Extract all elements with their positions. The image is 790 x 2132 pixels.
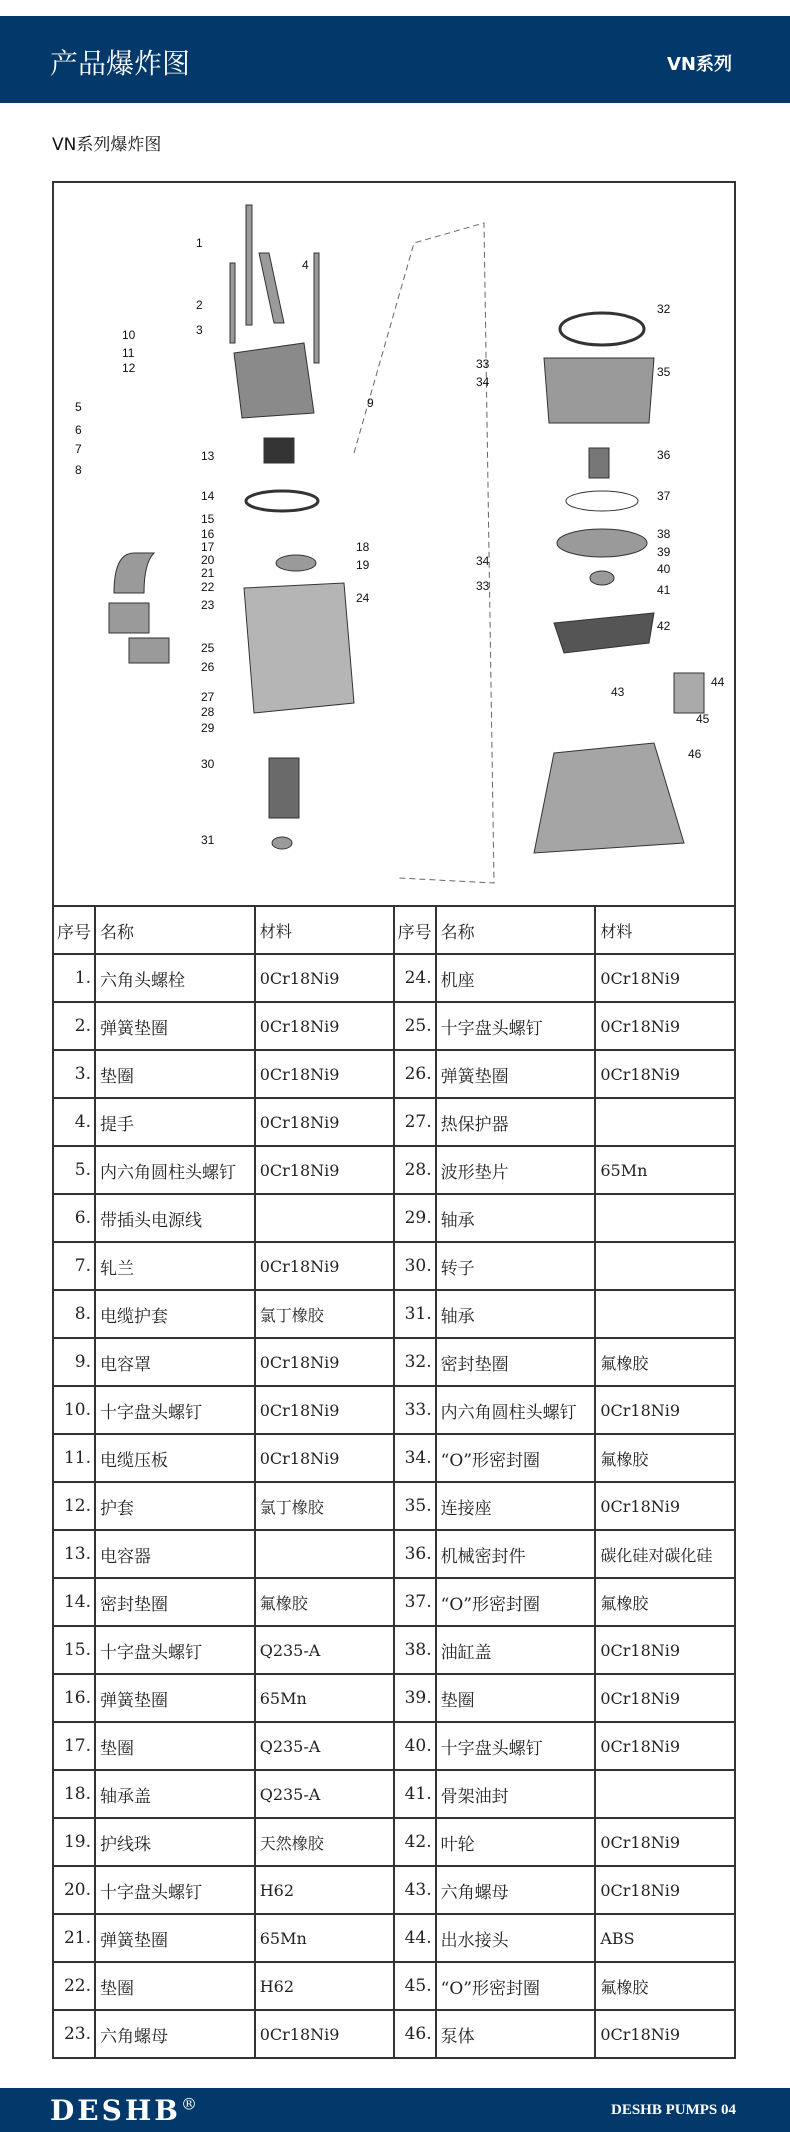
part-material: 天然橡胶 [255,1818,394,1866]
callout: 41 [657,583,671,597]
callout: 17 [201,540,215,554]
part-name: 内六角圆柱头螺钉 [95,1146,255,1194]
callout: 14 [201,489,215,503]
bolt-part [230,263,235,343]
table-header-row [53,906,735,954]
table-row [53,1530,735,1578]
part-material: 0Cr18Ni9 [595,1674,735,1722]
col-header-material: 材料 [255,906,394,954]
part-material: 氯丁橡胶 [255,1482,394,1530]
table-row [53,1770,735,1818]
part-material: 0Cr18Ni9 [595,1050,735,1098]
part-no: 40. [394,1722,436,1770]
callout: 9 [367,396,374,410]
part-name: 弹簧垫圈 [95,1674,255,1722]
part-name: 轴承 [436,1290,596,1338]
parts-table [52,905,736,2059]
bearing-cap-part [276,555,316,571]
part-no: 31. [394,1290,436,1338]
part-no: 2. [53,1002,95,1050]
callout: 30 [201,757,215,771]
callout: 6 [75,423,82,437]
part-name: 轴承盖 [95,1770,255,1818]
part-name: 电容罩 [95,1338,255,1386]
part-no: 44. [394,1914,436,1962]
part-name: 内六角圆柱头螺钉 [436,1386,596,1434]
part-material [595,1242,735,1290]
callout: 45 [696,712,710,726]
cable-part [114,553,154,593]
part-no: 45. [394,1962,436,2010]
callout: 34 [476,554,490,568]
col-header-name: 名称 [436,906,596,954]
table-row [53,2010,735,2058]
part-no: 24. [394,954,436,1002]
mech-seal-part [589,448,609,478]
col-header-name: 名称 [95,906,255,954]
part-name: 垫圈 [95,1962,255,2010]
part-material: 0Cr18Ni9 [595,1818,735,1866]
part-name: 六角螺母 [436,1866,596,1914]
table-row [53,1674,735,1722]
impeller-part [554,613,654,653]
part-name: “O”形密封圈 [436,1434,596,1482]
part-name: 护线珠 [95,1818,255,1866]
part-name: 六角螺母 [95,2010,255,2058]
part-name: 机座 [436,954,596,1002]
part-no: 42. [394,1818,436,1866]
table-row [53,1434,735,1482]
callout: 23 [201,598,215,612]
callout: 34 [476,375,490,389]
part-material [595,1290,735,1338]
section-title: VN系列爆炸图 [52,135,162,155]
part-no: 4. [53,1098,95,1146]
part-name: 弹簧垫圈 [95,1002,255,1050]
part-no: 8. [53,1290,95,1338]
callout: 25 [201,641,215,655]
part-name: 十字盘头螺钉 [436,1722,596,1770]
flange-part [109,603,149,633]
oil-seal-part [590,571,614,585]
callout: 46 [688,747,702,761]
part-no: 30. [394,1242,436,1290]
table-row [53,1290,735,1338]
part-material: 0Cr18Ni9 [595,1866,735,1914]
part-name: 垫圈 [95,1050,255,1098]
callout: 13 [201,449,215,463]
table-row [53,1098,735,1146]
part-no: 25. [394,1002,436,1050]
part-no: 7. [53,1242,95,1290]
bearing-part [272,837,292,849]
col-header-material: 材料 [595,906,735,954]
part-no: 9. [53,1338,95,1386]
callout: 43 [611,685,625,699]
table-row [53,1242,735,1290]
table-row [53,1626,735,1674]
table-row [53,1578,735,1626]
part-no: 6. [53,1194,95,1242]
assembly-line [354,223,494,883]
callout: 38 [657,527,671,541]
part-no: 1. [53,954,95,1002]
part-name: 热保护器 [436,1098,596,1146]
part-material: 碳化硅对碳化硅 [595,1530,735,1578]
rotor-part [269,758,299,818]
part-no: 41. [394,1770,436,1818]
callout: 12 [122,361,136,375]
part-no: 22. [53,1962,95,2010]
part-name: “O”形密封圈 [436,1578,596,1626]
part-material: 0Cr18Ni9 [255,1338,394,1386]
callout: 3 [196,323,203,337]
callout: 22 [201,580,215,594]
callout: 31 [201,833,215,847]
part-material: 0Cr18Ni9 [595,1386,735,1434]
part-material: 0Cr18Ni9 [255,1242,394,1290]
part-no: 15. [53,1626,95,1674]
callout: 44 [711,675,725,689]
part-material: H62 [255,1962,394,2010]
callout: 39 [657,545,671,559]
part-name: “O”形密封圈 [436,1962,596,2010]
part-no: 19. [53,1818,95,1866]
callout: 20 [201,553,215,567]
motor-housing-part [244,583,354,713]
part-no: 14. [53,1578,95,1626]
diagram-drawing [54,183,738,908]
callout: 18 [356,540,370,554]
callout: 8 [75,463,82,477]
part-material: Q235-A [255,1626,394,1674]
callout: 7 [75,442,82,456]
capacitor-cover-part [234,343,314,418]
pump-body-part [534,743,684,853]
part-material [595,1194,735,1242]
callout: 28 [201,705,215,719]
part-name: 轧兰 [95,1242,255,1290]
part-no: 36. [394,1530,436,1578]
part-no: 34. [394,1434,436,1482]
table-row [53,1866,735,1914]
part-material: 65Mn [595,1146,735,1194]
part-material: 0Cr18Ni9 [595,1626,735,1674]
col-header-no: 序号 [394,906,436,954]
part-material: 0Cr18Ni9 [255,1098,394,1146]
callout: 27 [201,690,215,704]
part-material: 65Mn [255,1914,394,1962]
callout: 5 [75,400,82,414]
callout: 16 [201,527,215,541]
series-label: VN系列 [667,54,732,75]
part-material: 0Cr18Ni9 [255,1386,394,1434]
part-name: 垫圈 [95,1722,255,1770]
table-row [53,1146,735,1194]
page-title: 产品爆炸图 [50,47,191,80]
callout: 10 [122,328,136,342]
part-name: 机械密封件 [436,1530,596,1578]
callout: 21 [201,566,215,580]
part-material: 0Cr18Ni9 [255,2010,394,2058]
part-material: 氟橡胶 [595,1338,735,1386]
part-no: 37. [394,1578,436,1626]
part-no: 11. [53,1434,95,1482]
part-material: 氟橡胶 [255,1578,394,1626]
page-header [0,16,790,103]
page-footer [0,2088,790,2132]
part-material: 0Cr18Ni9 [595,1482,735,1530]
col-header-no: 序号 [53,906,95,954]
part-name: 骨架油封 [436,1770,596,1818]
table-row [53,1914,735,1962]
part-name: 波形垫片 [436,1146,596,1194]
connector-base-part [544,358,654,423]
part-material: 0Cr18Ni9 [255,1050,394,1098]
part-name: 连接座 [436,1482,596,1530]
part-no: 17. [53,1722,95,1770]
callout: 26 [201,660,215,674]
exploded-diagram [52,181,736,906]
callout: 2 [196,298,203,312]
handle-part [259,253,284,323]
part-no: 46. [394,2010,436,2058]
part-name: 电缆护套 [95,1290,255,1338]
part-name: 出水接头 [436,1914,596,1962]
part-name: 十字盘头螺钉 [436,1002,596,1050]
part-name: 密封垫圈 [436,1338,596,1386]
table-row [53,1194,735,1242]
part-name: 电缆压板 [95,1434,255,1482]
callout: 35 [657,365,671,379]
table-row [53,1050,735,1098]
capacitor-part [264,438,294,463]
part-name: 护套 [95,1482,255,1530]
part-material [255,1530,394,1578]
part-material: 0Cr18Ni9 [255,954,394,1002]
part-no: 27. [394,1098,436,1146]
part-name: 弹簧垫圈 [436,1050,596,1098]
callout: 37 [657,489,671,503]
part-material: 0Cr18Ni9 [255,1146,394,1194]
part-no: 5. [53,1146,95,1194]
part-name: 十字盘头螺钉 [95,1626,255,1674]
part-name: 弹簧垫圈 [95,1914,255,1962]
gasket-part [560,313,644,345]
page-number: DESHB PUMPS 04 [610,2102,736,2118]
part-material: 氟橡胶 [595,1578,735,1626]
part-material: 氯丁橡胶 [255,1290,394,1338]
part-name: 转子 [436,1242,596,1290]
part-no: 29. [394,1194,436,1242]
part-no: 26. [394,1050,436,1098]
part-material: 氟橡胶 [595,1434,735,1482]
part-material: 65Mn [255,1674,394,1722]
callout: 24 [356,591,370,605]
table-row [53,1962,735,2010]
callout: 40 [657,562,671,576]
o-ring-part [566,491,638,511]
part-name: 电容器 [95,1530,255,1578]
table-row [53,954,735,1002]
part-material: 0Cr18Ni9 [255,1434,394,1482]
callout: 19 [356,558,370,572]
part-name: 密封垫圈 [95,1578,255,1626]
part-name: 六角头螺栓 [95,954,255,1002]
callout: 15 [201,512,215,526]
table-row [53,1482,735,1530]
part-material: H62 [255,1866,394,1914]
callout: 36 [657,448,671,462]
part-no: 38. [394,1626,436,1674]
callout: 11 [122,346,135,360]
part-no: 10. [53,1386,95,1434]
part-no: 21. [53,1914,95,1962]
seal-ring-part [246,491,318,511]
table-row [53,1338,735,1386]
part-material [255,1194,394,1242]
part-no: 39. [394,1674,436,1722]
callout: 32 [657,302,671,316]
part-name: 十字盘头螺钉 [95,1866,255,1914]
part-name: 带插头电源线 [95,1194,255,1242]
callout: 33 [476,579,490,593]
brand-logo: DESHB® [50,2094,200,2127]
part-material: Q235-A [255,1770,394,1818]
oil-cover-part [557,529,647,557]
part-no: 16. [53,1674,95,1722]
part-material: 0Cr18Ni9 [595,1002,735,1050]
part-no: 12. [53,1482,95,1530]
sheath-part [129,638,169,663]
part-name: 叶轮 [436,1818,596,1866]
part-material: 氟橡胶 [595,1962,735,2010]
callout: 29 [201,721,215,735]
table-row [53,1722,735,1770]
part-material: 0Cr18Ni9 [595,2010,735,2058]
part-no: 28. [394,1146,436,1194]
callout: 1 [196,236,203,250]
part-no: 20. [53,1866,95,1914]
part-no: 13. [53,1530,95,1578]
part-material [595,1770,735,1818]
part-no: 43. [394,1866,436,1914]
callout: 42 [657,619,671,633]
part-material: Q235-A [255,1722,394,1770]
part-name: 提手 [95,1098,255,1146]
callout: 33 [476,357,490,371]
part-no: 18. [53,1770,95,1818]
part-name: 泵体 [436,2010,596,2058]
part-material [595,1098,735,1146]
part-no: 23. [53,2010,95,2058]
outlet-part [674,673,704,713]
part-no: 33. [394,1386,436,1434]
bolt-part [246,205,252,325]
part-name: 垫圈 [436,1674,596,1722]
bolt-part [314,253,319,363]
part-name: 十字盘头螺钉 [95,1386,255,1434]
table-row [53,1818,735,1866]
part-name: 油缸盖 [436,1626,596,1674]
part-material: 0Cr18Ni9 [255,1002,394,1050]
part-material: ABS [595,1914,735,1962]
callout: 4 [302,258,309,272]
part-no: 32. [394,1338,436,1386]
part-no: 3. [53,1050,95,1098]
part-material: 0Cr18Ni9 [595,954,735,1002]
part-name: 轴承 [436,1194,596,1242]
table-row [53,1386,735,1434]
part-material: 0Cr18Ni9 [595,1722,735,1770]
table-row [53,1002,735,1050]
part-no: 35. [394,1482,436,1530]
